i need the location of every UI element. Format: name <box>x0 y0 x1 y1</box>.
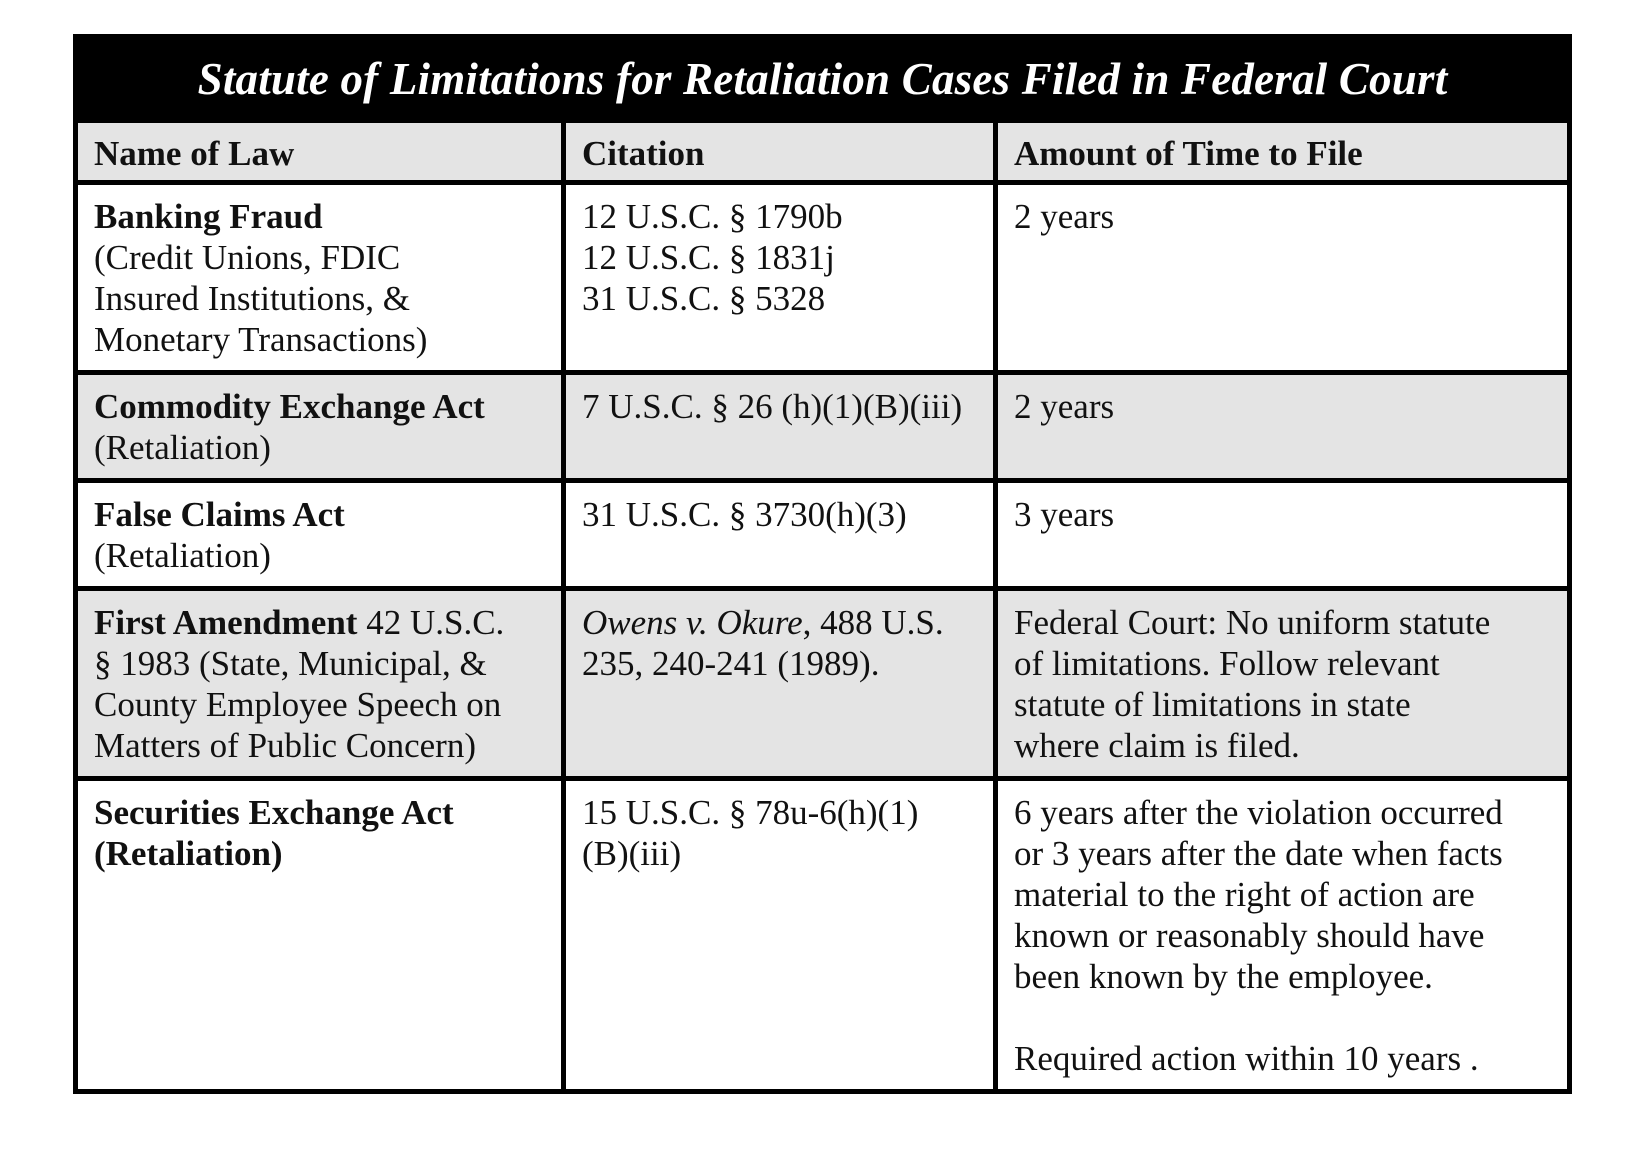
table-row <box>76 183 1570 373</box>
law-detail-inline: 42 U.S.C. <box>357 603 505 642</box>
law-detail: Monetary Transactions) <box>94 320 428 359</box>
citation-cell <box>564 481 996 589</box>
time-to-file: been known by the employee. <box>1014 957 1433 996</box>
case-name: Owens v. Okure <box>582 603 803 642</box>
time-cell <box>996 481 1570 589</box>
law-name: First Amendment <box>94 603 358 642</box>
time-note: Required action within 10 years . <box>1014 1039 1479 1078</box>
citation: , 488 U.S. <box>802 603 944 642</box>
time-to-file: material to the right of action are <box>1014 875 1475 914</box>
time-to-file: 2 years <box>1014 387 1115 426</box>
time-to-file: statute of limitations in state <box>1014 685 1411 724</box>
law-detail: (Retaliation) <box>94 536 271 575</box>
table-row <box>76 481 1570 589</box>
statute-of-limitations-table <box>73 34 1572 1094</box>
law-cell <box>76 779 564 1092</box>
time-to-file: where claim is filed. <box>1014 726 1300 765</box>
time-to-file: known or reasonably should have <box>1014 916 1485 955</box>
law-first-line <box>94 602 546 643</box>
table-row <box>76 589 1570 779</box>
table-row <box>76 373 1570 481</box>
citation-cell <box>564 183 996 373</box>
time-cell <box>996 589 1570 779</box>
citation: 12 U.S.C. § 1831j <box>582 238 835 277</box>
law-detail: Matters of Public Concern) <box>94 726 476 765</box>
law-cell <box>76 481 564 589</box>
time-cell <box>996 373 1570 481</box>
time-cell <box>996 779 1570 1092</box>
table-row <box>76 779 1570 1092</box>
time-cell <box>996 183 1570 373</box>
header-law: Name of Law <box>76 121 564 183</box>
law-detail: (Credit Unions, FDIC <box>94 238 401 277</box>
citation: 235, 240-241 (1989). <box>582 644 880 683</box>
citation: 31 U.S.C. § 3730(h)(3) <box>582 495 907 534</box>
citation: 7 U.S.C. § 26 (h)(1)(B)(iii) <box>582 387 963 426</box>
law-cell <box>76 183 564 373</box>
header-citation: Citation <box>564 121 996 183</box>
time-to-file: or 3 years after the date when facts <box>1014 834 1503 873</box>
law-detail: Insured Institutions, & <box>94 279 410 318</box>
citation-cell <box>564 589 996 779</box>
law-detail: County Employee Speech on <box>94 685 502 724</box>
citation: (B)(iii) <box>582 834 682 873</box>
citation: 31 U.S.C. § 5328 <box>582 279 826 318</box>
citation-cell <box>564 779 996 1092</box>
time-to-file: 3 years <box>1014 495 1115 534</box>
citation: 15 U.S.C. § 78u-6(h)(1) <box>582 793 919 832</box>
law-name: Commodity Exchange Act <box>94 387 485 426</box>
law-detail: (Retaliation) <box>94 428 271 467</box>
law-cell <box>76 589 564 779</box>
paragraph-gap <box>1014 997 1552 1038</box>
time-to-file: 2 years <box>1014 197 1115 236</box>
law-name: (Retaliation) <box>94 834 283 873</box>
citation-first-line <box>582 602 978 643</box>
header-time: Amount of Time to File <box>996 121 1570 183</box>
table-title: Statute of Limitations for Retaliation Cases Filed in Federal Court <box>76 37 1570 121</box>
title-row <box>76 37 1570 121</box>
law-cell <box>76 373 564 481</box>
citation: 12 U.S.C. § 1790b <box>582 197 843 236</box>
law-name: Securities Exchange Act <box>94 793 454 832</box>
time-to-file: of limitations. Follow relevant <box>1014 644 1440 683</box>
citation-cell <box>564 373 996 481</box>
time-to-file: Federal Court: No uniform statute <box>1014 603 1491 642</box>
law-name: False Claims Act <box>94 495 345 534</box>
header-row <box>76 121 1570 183</box>
law-name: Banking Fraud <box>94 197 323 236</box>
law-detail: § 1983 (State, Municipal, & <box>94 644 487 683</box>
time-to-file: 6 years after the violation occurred <box>1014 793 1503 832</box>
